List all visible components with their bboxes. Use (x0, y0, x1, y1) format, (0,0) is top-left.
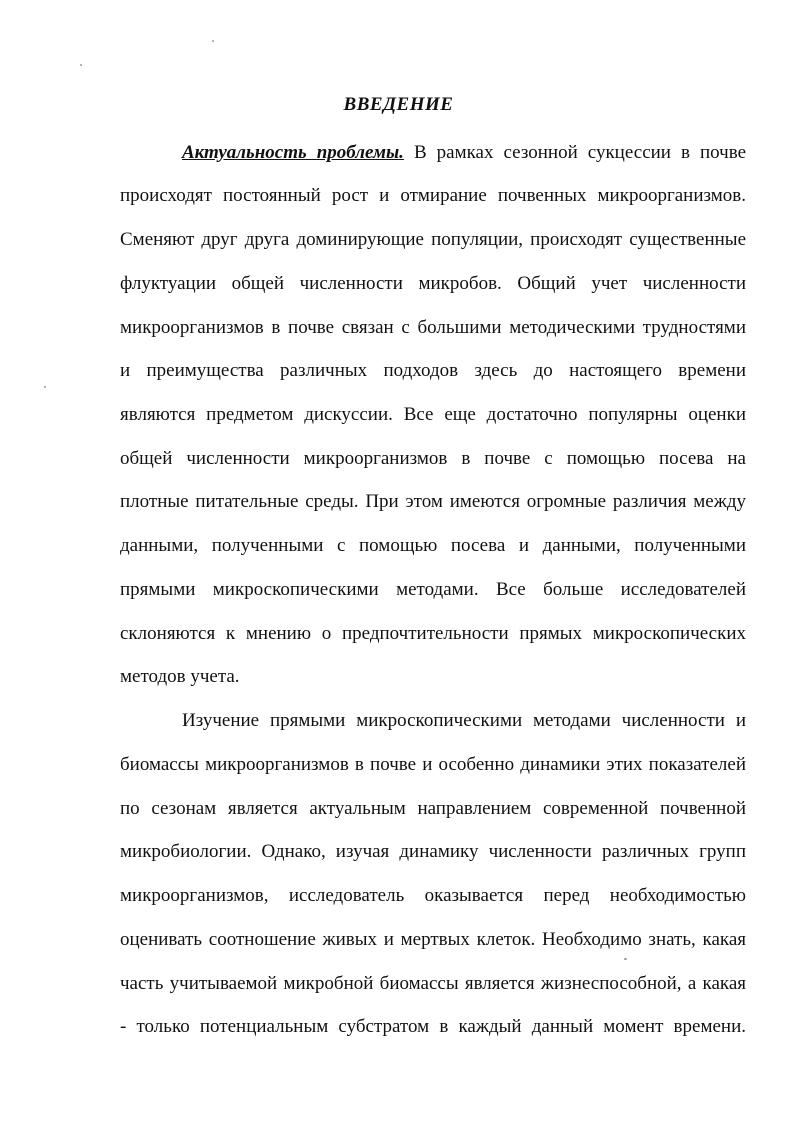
paragraph-line (182, 140, 746, 166)
section-lead: Актуальность проблемы. (182, 142, 404, 163)
paragraph-line: плотные питательные среды. При этом имеются огромные различия между (120, 491, 746, 512)
paragraph-line: микроорганизмов в почве связан с большими методическими трудностями (120, 317, 746, 338)
paragraph-line: являются предметом дискуссии. Все еще достаточно популярны оценки (120, 404, 746, 425)
paragraph-line: часть учитываемой микробной биомассы является жизнеспособной, а какая (120, 973, 746, 994)
paragraph-line: и преимущества различных подходов здесь до настоящего времени (120, 360, 746, 381)
paragraph-line: склоняются к мнению о предпочтительности прямых микроскопических (120, 623, 746, 644)
scan-speck (44, 386, 46, 388)
paragraph-line: оценивать соотношение живых и мертвых клеток. Необходимо знать, какая (120, 929, 746, 950)
paragraph-line: методов учета. (120, 666, 240, 687)
scan-speck (212, 40, 214, 42)
paragraph-text: В рамках сезонной сукцессии в почве (403, 142, 747, 163)
paragraph-line: общей численности микроорганизмов в почве с помощью посева на (120, 448, 746, 469)
scan-speck (80, 64, 82, 66)
paragraph-line: по сезонам является актуальным направлением современной почвенной (120, 798, 746, 819)
paragraph-line: данными, полученными с помощью посева и данными, полученными (120, 535, 746, 556)
paragraph-line: Изучение прямыми микроскопическими методами численности и (182, 710, 746, 731)
paragraph-line: Сменяют друг друга доминирующие популяции, происходят существенные (120, 229, 746, 250)
paragraph-line: биомассы микроорганизмов в почве и особенно динамики этих показателей (120, 754, 746, 775)
paragraph-line: флуктуации общей численности микробов. Общий учет численности (120, 273, 746, 294)
paragraph-line: микробиологии. Однако, изучая динамику численности различных групп (120, 841, 746, 862)
paragraph-line: прямыми микроскопическими методами. Все больше исследователей (120, 579, 746, 600)
paragraph-line: - только потенциальным субстратом в каждый данный момент времени. (120, 1016, 746, 1037)
paragraph-line: происходят постоянный рост и отмирание почвенных микроорганизмов. (120, 185, 746, 206)
paragraph-line: микроорганизмов, исследователь оказывается перед необходимостью (120, 885, 746, 906)
scan-speck (624, 958, 627, 960)
page-title: ВВЕДЕНИЕ (343, 94, 454, 115)
